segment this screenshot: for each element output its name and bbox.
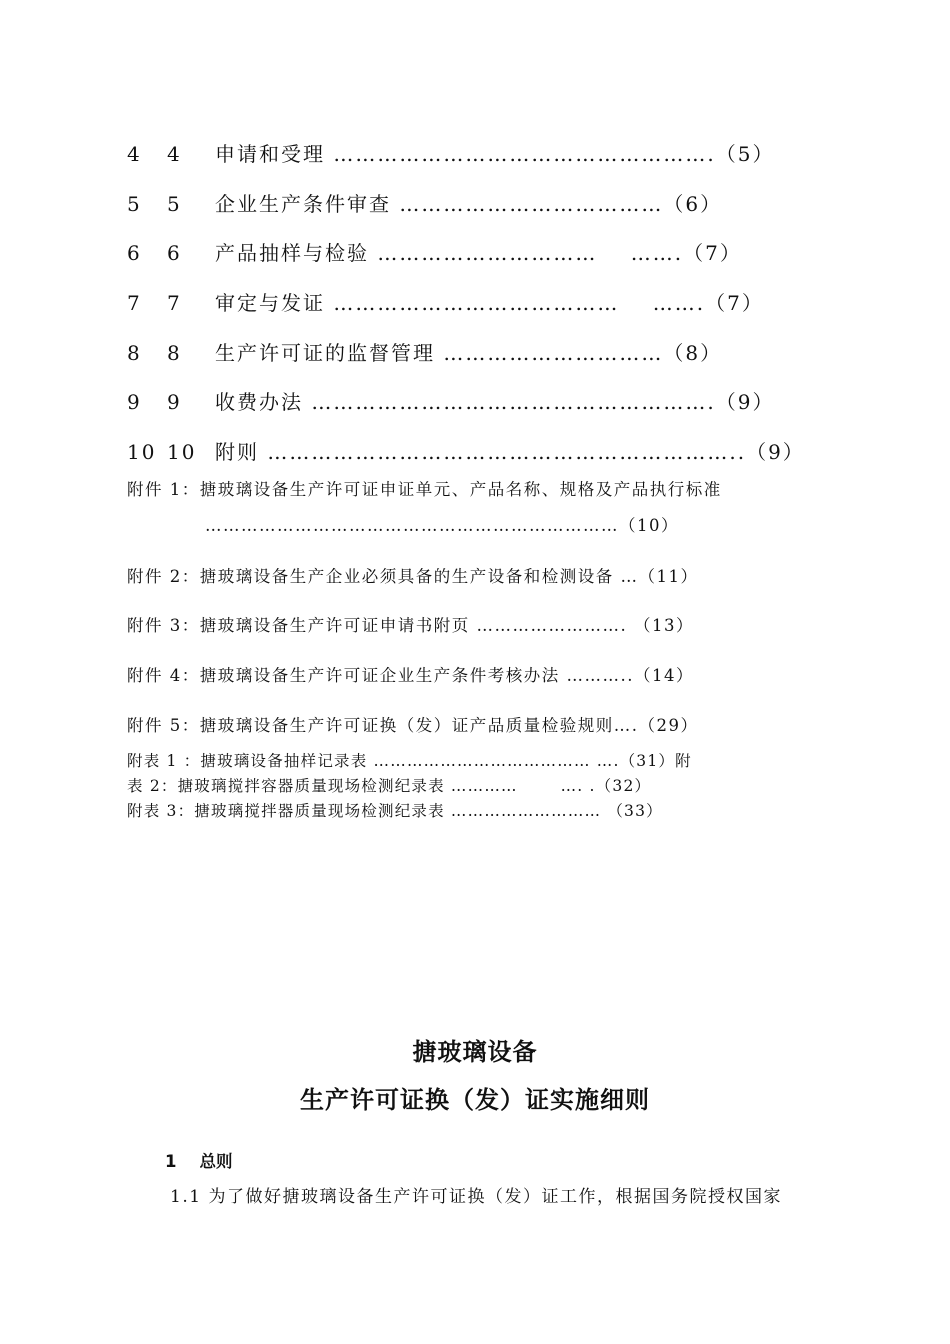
toc-number: 5 (167, 192, 182, 216)
toc-entry[interactable] (127, 188, 722, 217)
toc-attachment-3[interactable]: 附件 3：搪玻璃设备生产许可证申请书附页 ……………………. （13） (127, 616, 694, 635)
document-title-line-2: 生产许可证换（发）证实施细则 (300, 1086, 650, 1114)
toc-table-3[interactable]: 附表 3：搪玻璃搅拌器质量现场检测纪录表 ……………………… （33） (127, 802, 663, 820)
toc-leader: ……………………………………………. (333, 142, 716, 166)
toc-number: 8 (127, 341, 142, 365)
toc-label: 产品抽样与检验 (215, 241, 369, 265)
toc-attachment-2[interactable]: 附件 2：搪玻璃设备生产企业必须具备的生产设备和检测设备 …（11） (127, 567, 699, 586)
toc-page: （9） (715, 390, 775, 414)
toc-table-2[interactable]: 表 2：搪玻璃搅拌容器质量现场检测纪录表 ………… …. .（32） (127, 777, 652, 795)
toc-entry[interactable] (127, 138, 774, 167)
toc-entry[interactable] (127, 386, 774, 415)
toc-leader: ………………………………… ……. (333, 291, 706, 315)
toc-page: （8） (663, 341, 723, 365)
toc-number: 7 (167, 291, 182, 315)
toc-leader: ……………………………………………………….. (267, 440, 747, 464)
toc-attachment-5[interactable]: 附件 5：搪玻璃设备生产许可证换（发）证产品质量检验规则….（29） (127, 716, 699, 735)
toc-attachment-1-leader: ……………………………………………………………（10） (205, 516, 679, 535)
toc-leader: ………………………………………………. (311, 390, 716, 414)
toc-number: 9 (127, 390, 142, 414)
toc-leader: ………………………… (443, 341, 664, 365)
toc-number: 10 (127, 440, 157, 464)
toc-label: 收费办法 (215, 390, 303, 414)
toc-number: 7 (127, 291, 142, 315)
document-title-line-1: 搪玻璃设备 (412, 1038, 538, 1066)
toc-number: 8 (167, 341, 182, 365)
toc-page: （6） (663, 192, 723, 216)
toc-label: 申请和受理 (215, 142, 325, 166)
toc-page: （5） (715, 142, 775, 166)
toc-number: 5 (127, 192, 142, 216)
toc-number: 10 (167, 440, 197, 464)
toc-label: 生产许可证的监督管理 (215, 341, 435, 365)
toc-number: 6 (167, 241, 182, 265)
toc-leader: ……………………………… (399, 192, 664, 216)
toc-number: 4 (127, 142, 142, 166)
toc-page: （7） (705, 291, 764, 315)
toc-attachment-1[interactable]: 附件 1：搪玻璃设备生产许可证申证单元、产品名称、规格及产品执行标准 (127, 480, 722, 499)
toc-label: 附则 (215, 440, 259, 464)
section-heading: 1 总则 (165, 1152, 233, 1171)
toc-entry[interactable] (127, 436, 805, 465)
toc-number: 9 (167, 390, 182, 414)
toc-attachment-4[interactable]: 附件 4：搪玻璃设备生产许可证企业生产条件考核办法 ………..（14） (127, 666, 694, 685)
toc-number: 4 (167, 142, 182, 166)
toc-label: 审定与发证 (215, 291, 325, 315)
toc-label: 企业生产条件审查 (215, 192, 391, 216)
toc-page: （9） (746, 440, 805, 464)
toc-table-1[interactable]: 附表 1 ：搪玻璃设备抽样记录表 ………………………………… ….（31）附 (127, 752, 692, 770)
paragraph-1-1: 1.1 为了做好搪玻璃设备生产许可证换（发）证工作，根据国务院授权国家 (170, 1187, 782, 1207)
toc-number: 6 (127, 241, 142, 265)
toc-page: （7） (683, 241, 742, 265)
toc-entry[interactable] (127, 337, 722, 366)
toc-entry[interactable] (127, 287, 764, 316)
toc-leader: ………………………… ……. (377, 241, 684, 265)
toc-entry[interactable] (127, 237, 742, 266)
